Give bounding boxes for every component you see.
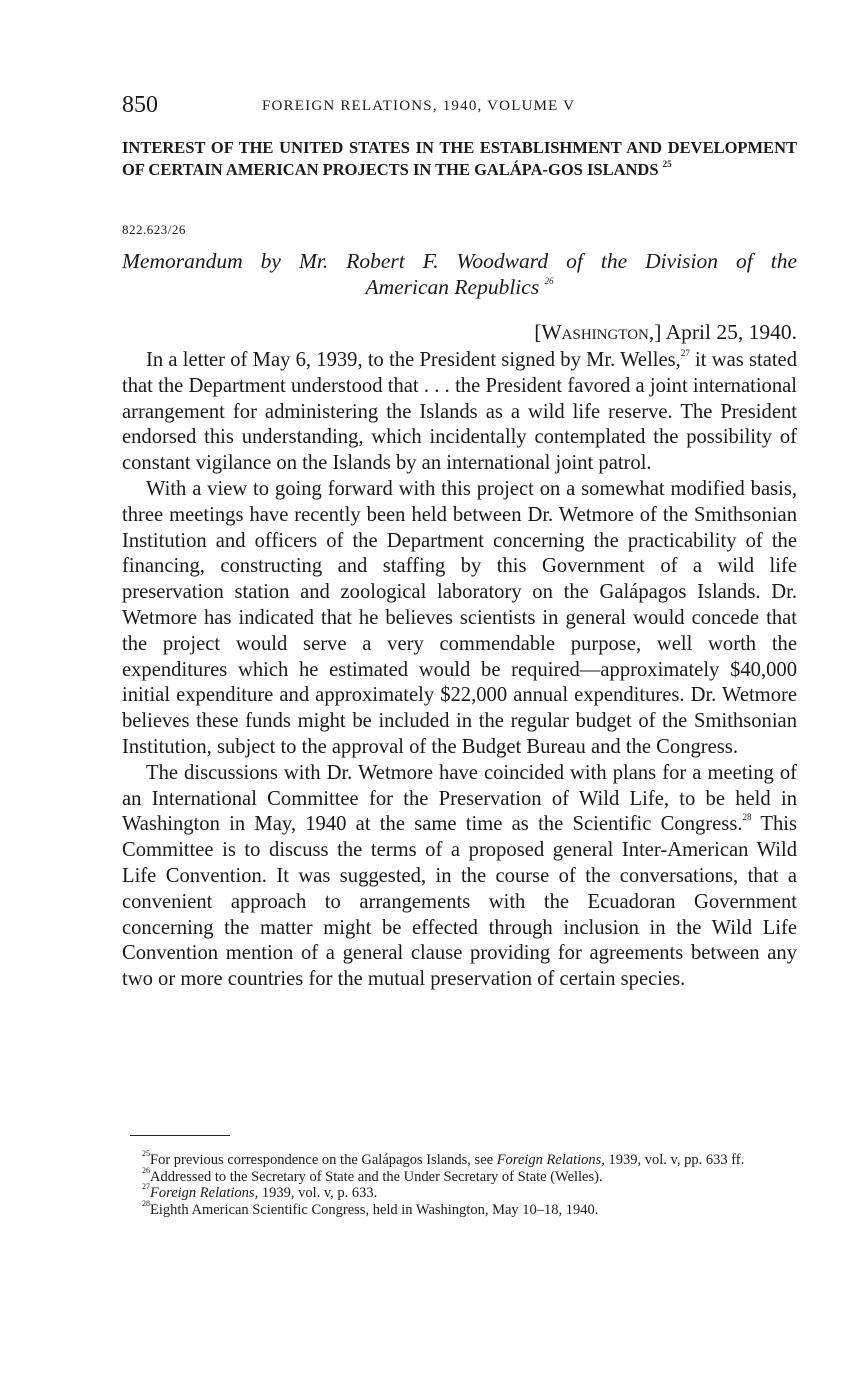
footnote-ref[interactable]: 27 — [680, 348, 690, 359]
paragraph-1 — [122, 348, 797, 477]
footnotes — [122, 1149, 797, 1218]
footnote-text: Addressed to the Secretary of State and the Under Secretary of State (Welles). — [150, 1168, 603, 1185]
page-number: 850 — [122, 92, 158, 118]
footnote-italic: Foreign Relations, — [150, 1185, 259, 1201]
section-title — [122, 137, 797, 181]
page-header — [122, 92, 797, 122]
paragraph-text: it was stated that the Department understood that . . . the President favored a joint international arrangement for administering the Islands as a wild life reserve. The President endorsed this understanding, which incidentally contemplated the possibility of constant vigilance on the Islands by an international joint patrol. — [122, 349, 797, 475]
running-head: FOREIGN RELATIONS, 1940, VOLUME V — [262, 98, 576, 114]
footnote-number: 26 — [142, 1165, 150, 1175]
paragraph-3 — [122, 761, 797, 993]
memo-title-line-1: Memorandum by Mr. Robert F. Woodward of the Division of the — [122, 249, 797, 273]
paragraph-text: With a view to going forward with this project on a somewhat modified basis, three meetings have recently been held between Dr. Wetmore of the Smithsonian Institution and officers of the Department concerning the practicability of the financing, constructing and staffing by this Government of a wild life preservation station and zoological laboratory on the Galápagos Islands. Dr. Wetmore has indicated that he believes scientists in general would concede that the project would serve a very commendable purpose, well worth the expenditures which he estimated would be required—approximately $40,000 initial expenditure and approximately $22,000 annual expenditures. Dr. Wetmore believes these funds might be included in the regular budget of the Smithsonian Institution, subject to the approval of the Budget Bureau and the Congress. — [122, 477, 797, 758]
footnote — [122, 1198, 797, 1219]
footnote-text: For previous correspondence on the Galápagos Islands, see — [150, 1152, 497, 1168]
footnote-italic: Foreign Relations, — [496, 1152, 605, 1168]
memo-title-line-2 — [122, 274, 797, 300]
footnote — [122, 1182, 797, 1202]
footnote-text: 1939, vol. v, p. 633. — [258, 1185, 378, 1201]
file-number: 822.623/26 — [122, 222, 186, 237]
dateline-place: [Washington,] — [534, 320, 662, 344]
footnote-number: 25 — [142, 1149, 150, 1159]
paragraph-2 — [122, 477, 797, 761]
footnote-divider — [130, 1135, 230, 1136]
footnote-number: 27 — [142, 1182, 150, 1192]
footnote-ref[interactable]: 25 — [662, 158, 672, 169]
dateline — [534, 320, 797, 345]
footnote-text: Eighth American Scientific Congress, held in Washington, May 10–18, 1940. — [150, 1201, 599, 1218]
footnote-ref[interactable]: 26 — [544, 275, 554, 286]
footnote — [122, 1149, 797, 1169]
memo-title-line-2-text: American Republics — [365, 275, 540, 299]
paragraph-text: This Committee is to discuss the terms of a proposed general Inter-American Wild Life Convention. It was suggested, in the course of the conversations, that a convenient approach to arrangements with the Ecuadoran Government concerning the matter might be effected through inclusion in the Wild Life Convention mention of a general clause providing for agreements between any two or more countries for the mutual preservation of certain species. — [122, 813, 797, 991]
dateline-date: April 25, 1940. — [665, 320, 797, 344]
footnote-text: 1939, vol. v, pp. 633 ff. — [604, 1152, 745, 1168]
section-title-text: INTEREST OF THE UNITED STATES IN THE ESTABLISHMENT AND DEVELOPMENT OF CERTAIN AMERICAN PROJECTS IN THE GALÁPA-GOS ISLANDS — [122, 138, 797, 179]
footnote-ref[interactable]: 28 — [742, 812, 752, 823]
footnote — [122, 1165, 797, 1186]
memo-body — [122, 348, 797, 993]
paragraph-text: The discussions with Dr. Wetmore have coincided with plans for a meeting of an International Committee for the Preservation of Wild Life, to be held in Washington in May, 1940 at the same time as the Scientific Congress. — [122, 761, 797, 836]
memo-title — [122, 248, 797, 300]
paragraph-text: In a letter of May 6, 1939, to the President signed by Mr. Welles, — [146, 349, 681, 371]
footnote-number: 28 — [142, 1198, 150, 1208]
